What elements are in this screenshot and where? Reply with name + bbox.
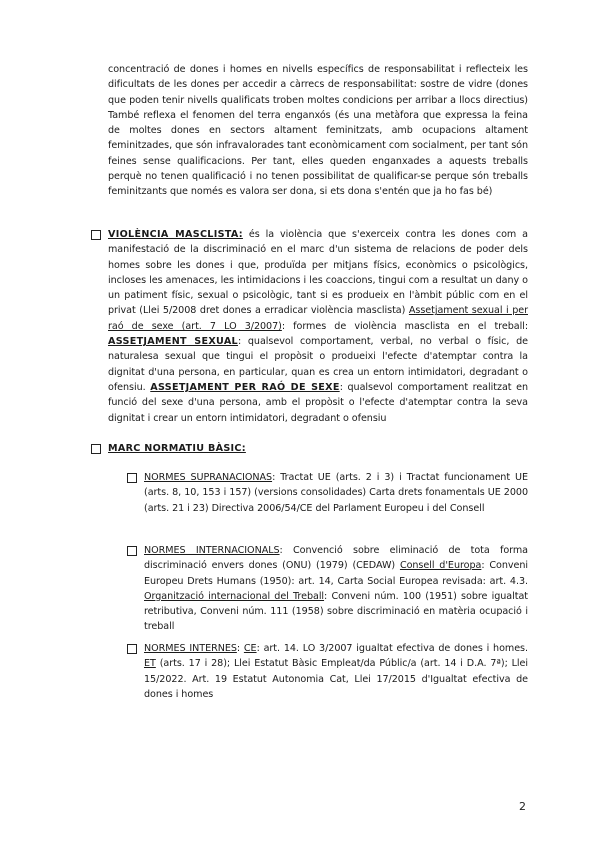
marc-heading: MARC NORMATIU BÀSIC: xyxy=(108,443,246,454)
assetjament-sexual-term: ASSETJAMENT SEXUAL xyxy=(108,336,238,348)
ce-link: CE xyxy=(243,643,257,654)
oit-link: Organització internacional del Treball xyxy=(144,590,325,602)
et-link: ET xyxy=(144,658,156,670)
assetjament-reference: Assetjament sexual i per raó de sexe (art. 7 LO 3/2007) xyxy=(108,305,528,332)
item-normes-internacionals: NORMES INTERNACIONALS: Convenció sobre eliminació de tota forma discriminació envers dones (ONU) (1979) (CEDAW) Consell d'Europa: Conveni Europeu Drets Humans (1950): art. 14, Carta Social Europea revisada: art. 4.3. Organització internacional del Treball: Conveni núm. 100 (1951) sobre igualtat retributiva, Conveni núm. 111 (1958) sobre discriminació en matèria ocupació i treball xyxy=(127,543,528,635)
checkbox-icon[interactable] xyxy=(91,444,101,454)
page-number: 2 xyxy=(519,800,526,813)
intro-paragraph: concentració de dones i homes en nivells específics de responsabilitat i reflecteix les dificultats de les dones per accedir a càrrecs de responsabilitat: sostre de vidre (dones que poden tenir nivells qualificats troben moltes condicions per arribar a llocs directius) També reflexa el fenomen del terra enganxós (és una metàfora que expressa la feina de moltes dones en sectors altament feminitzats, amb ocupacions altament feminitzades, que són infravalorades tant econòmicament com socialment, per tant són feines sense qualificacions. Per tant, elles queden enganxades a aquests treballs perquè no tenen qualificació i no tenen possibilitat de qualificar-se perque són treballs feminitzants que només es valora ser dona, si ets dona s'entén que ja ho fas bé) xyxy=(108,64,529,198)
violencia-heading: VIOLÈNCIA MASCLISTA: xyxy=(108,229,243,240)
item-normes-internes: NORMES INTERNES: CE: art. 14. LO 3/2007 igualtat efectiva de dones i homes. ET (arts. 17 i 28); Llei Estatut Bàsic Empleat/da Públic/a (art. 14 i D.A. 7ª); Llei 15/2022. Art. 19 Estatut Autonomia Cat, Llei 17/2015 d'Igualtat efectiva de dones i homes xyxy=(127,641,528,702)
violencia-text: VIOLÈNCIA MASCLISTA: és la violència que s'exerceix contra les dones com a manifestació de la discriminació en el marc d'un sistema de relacions de poder dels homes sobre les dones i que, produïda per mitjans físics, econòmics o psicològics, incloses les amenaces, les intimidacions i les coaccions, tingui com a resultat un dany o un patiment físic, sexual o psicològic, tant si es produeix en l'àmbit públic com en el privat (Llei 5/2008 dret dones a erradicar violència masclista) Assetjament sexual i per raó de sexe (art. 7 LO 3/2007): formes de violència masclista en el treball: ASSETJAMENT SEXUAL: qualsevol comportament, verbal, no verbal o físic, de naturalesa sexual que tingui el propòsit o produeixi l'efecte d'atemptar contra la dignitat d'una persona, en particular, quan es crea un entorn intimidatori, degradant o ofensiu. ASSETJAMENT PER RAÓ DE SEXE: qualsevol comportament realitzat en funció del sexe d'una persona, amb el propòsit o l'efecte d'atemptar contra la seva dignitat i crear un entorn intimidatori, degradant o ofensiu xyxy=(108,229,529,424)
consell-europa-link: Consell d'Europa xyxy=(399,560,482,572)
section-marc-normatiu xyxy=(91,441,528,456)
assetjament-rao-sexe-term: ASSETJAMENT PER RAÓ DE SEXE xyxy=(150,381,340,393)
checkbox-icon[interactable] xyxy=(127,473,137,483)
checkbox-icon[interactable] xyxy=(127,644,137,654)
internes-label: NORMES INTERNES xyxy=(144,643,237,654)
checkbox-icon[interactable] xyxy=(91,230,101,240)
supranacionals-label: NORMES SUPRANACIONAS xyxy=(144,472,273,483)
section-violencia-masclista xyxy=(91,227,528,426)
checkbox-icon[interactable] xyxy=(127,546,137,556)
item-normes-supranacionals: NORMES SUPRANACIONAS: Tractat UE (arts. 2 i 3) i Tractat funcionament UE (arts. 8, 10, 153 i 157) (versions consolidades) Carta drets fonamentals UE 2000 (arts. 21 i 23) Directiva 2006/54/CE del Parlament Europeu i del Consell xyxy=(127,470,528,516)
internacionals-label: NORMES INTERNACIONALS xyxy=(144,545,280,556)
